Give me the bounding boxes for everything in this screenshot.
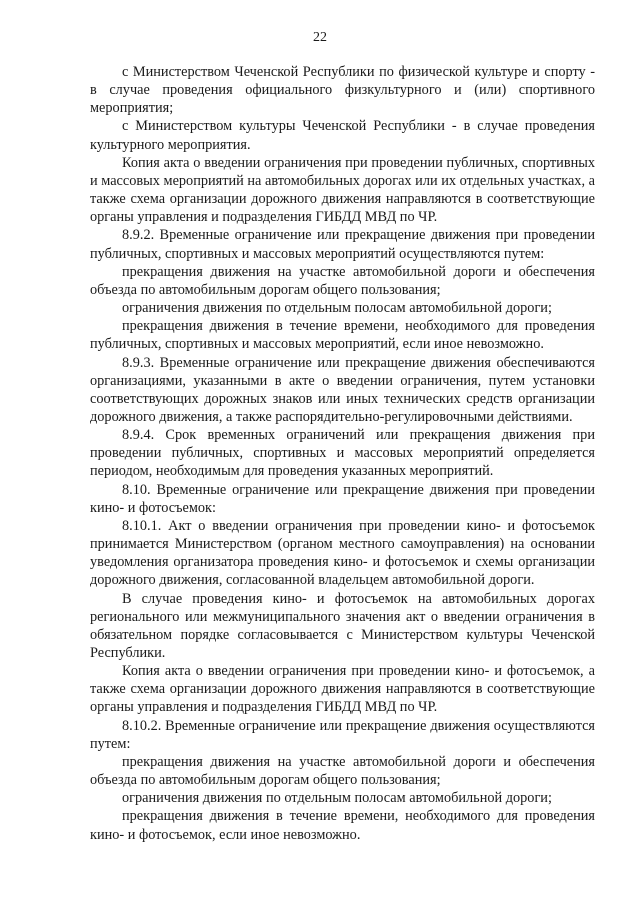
- paragraph: с Министерством Чеченской Республики по физической культуре и спорту - в случае проведения официального физкультурного и (или) спортивного мероприятия;: [90, 64, 595, 117]
- paragraph: 8.10.1. Акт о введении ограничения при проведении кино- и фотосъемок принимается Министерством (органом местного самоуправления) на основании уведомления организатора проведения кино- и фотосъемок и схемы организации дорожного движения, согласованной владельцем автомобильной дороги.: [90, 517, 595, 589]
- paragraph: прекращения движения на участке автомобильной дороги и обеспечения объезда по автомобильным дорогам общего пользования;: [90, 753, 595, 789]
- paragraph: Копия акта о введении ограничения при проведении кино- и фотосъемок, а также схема организации дорожного движения направляются в соответствующие органы управления и подразделения ГИБДД МВД по ЧР.: [90, 663, 595, 716]
- paragraph: ограничения движения по отдельным полосам автомобильной дороги;: [122, 790, 552, 807]
- paragraph: 8.9.4. Срок временных ограничений или прекращения движения при проведении публичных, спортивных и массовых мероприятий определяется периодом, необходимым для проведения указанных мероприятий.: [90, 427, 595, 480]
- paragraph: 8.9.3. Временные ограничение или прекращение движения обеспечиваются организациями, указанными в акте о введении ограничения, путем установки соответствующих дорожных знаков или иных технических средств организации дорожного движения, а также распорядительно-регулировочными действиями.: [90, 354, 595, 425]
- paragraph: ограничения движения по отдельным полосам автомобильной дороги;: [122, 300, 552, 317]
- paragraph: В случае проведения кино- и фотосъемок на автомобильных дорогах регионального или межмуниципального значения акт о введении ограничения в обязательном порядке согласовывается с Министерством культуры Чеченской Республики.: [90, 590, 595, 661]
- paragraph: Копия акта о введении ограничения при проведении публичных, спортивных и массовых мероприятий на автомобильных дорогах или их отдельных участках, а также схема организации дорожного движения направляются в соответствующие органы управления и подразделения ГИБДД МВД по ЧР.: [90, 154, 595, 226]
- paragraph: прекращения движения в течение времени, необходимого для проведения публичных, спортивных и массовых мероприятий, если иное невозможно.: [90, 318, 595, 353]
- paragraph: прекращения движения на участке автомобильной дороги и обеспечения объезда по автомобильным дорогам общего пользования;: [90, 263, 595, 298]
- document-body: [90, 63, 595, 844]
- paragraph: прекращения движения в течение времени, необходимого для проведения кино- и фотосъемок, если иное невозможно.: [90, 808, 595, 843]
- page-number: 22: [313, 30, 327, 45]
- paragraph: с Министерством культуры Чеченской Республики - в случае проведения культурного мероприятия.: [90, 118, 595, 153]
- paragraph: 8.9.2. Временные ограничение или прекращение движения при проведении публичных, спортивных и массовых мероприятий осуществляются путем:: [90, 227, 595, 262]
- paragraph: 8.10. Временные ограничение или прекращение движения при проведении кино- и фотосъемок:: [90, 481, 595, 516]
- paragraph: 8.10.2. Временные ограничение или прекращение движения осуществляются путем:: [90, 717, 595, 752]
